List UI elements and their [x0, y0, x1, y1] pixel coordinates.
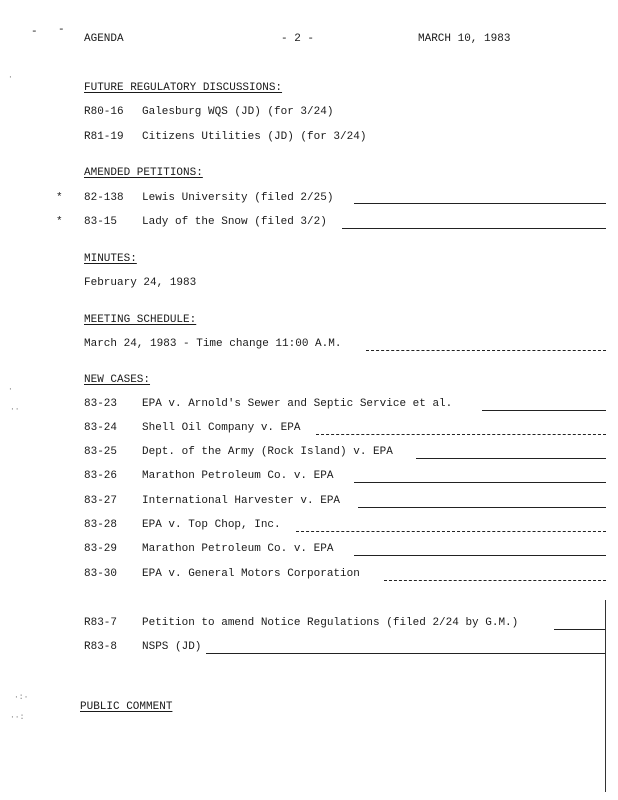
- fill-line: [354, 482, 606, 483]
- section-heading-minutes: MINUTES:: [84, 253, 137, 265]
- regulation-title: Petition to amend Notice Regulations (filed 2/24 by G.M.): [142, 617, 519, 629]
- fill-line: [366, 350, 606, 351]
- section-heading-new-cases: NEW CASES:: [84, 374, 151, 386]
- fill-line: [384, 580, 606, 581]
- case-number: 83-29: [84, 543, 118, 555]
- regulation-title: NSPS (JD): [142, 641, 202, 653]
- case-title: Shell Oil Company v. EPA: [142, 422, 301, 434]
- case-number: 83-25: [84, 446, 118, 458]
- fill-line: [296, 531, 606, 532]
- case-title: EPA v. General Motors Corporation: [142, 568, 360, 580]
- scan-speck: ··:: [10, 713, 25, 722]
- minutes-date: February 24, 1983: [84, 277, 197, 289]
- section-heading-amended-petitions: AMENDED PETITIONS:: [84, 167, 203, 179]
- section-heading-future-regulatory: FUTURE REGULATORY DISCUSSIONS:: [84, 82, 283, 94]
- scan-speck: ··: [10, 405, 20, 414]
- case-number: 83-30: [84, 568, 118, 580]
- fill-line: [358, 507, 606, 508]
- item-number: 83-15: [84, 216, 118, 228]
- case-number: 83-28: [84, 519, 118, 531]
- case-title: Marathon Petroleum Co. v. EPA: [142, 470, 334, 482]
- meeting-schedule-text: March 24, 1983 - Time change 11:00 A.M.: [84, 338, 342, 350]
- case-title: EPA v. Top Chop, Inc.: [142, 519, 281, 531]
- scan-speck: ·: [8, 73, 13, 82]
- case-number: 83-23: [84, 398, 118, 410]
- fill-line: [416, 458, 606, 459]
- item-number: R81-19: [84, 131, 124, 143]
- scan-speck: ·: [8, 385, 13, 394]
- section-heading-meeting-schedule: MEETING SCHEDULE:: [84, 314, 197, 326]
- margin-mark: -: [31, 26, 38, 38]
- case-number: 83-27: [84, 495, 118, 507]
- fill-line: [342, 228, 606, 229]
- fill-line: [482, 410, 606, 411]
- header-date: MARCH 10, 1983: [418, 33, 511, 45]
- item-text: Lewis University (filed 2/25): [142, 192, 334, 204]
- fill-line: [554, 629, 606, 630]
- item-text: Lady of the Snow (filed 3/2): [142, 216, 327, 228]
- case-title: EPA v. Arnold's Sewer and Septic Service et al.: [142, 398, 453, 410]
- item-number: 82-138: [84, 192, 124, 204]
- fill-line: [354, 203, 606, 204]
- case-title: Marathon Petroleum Co. v. EPA: [142, 543, 334, 555]
- item-text: Galesburg WQS (JD) (for 3/24): [142, 106, 334, 118]
- fill-line: [354, 555, 606, 556]
- case-title: International Harvester v. EPA: [142, 495, 341, 507]
- margin-rule: [605, 600, 606, 792]
- section-heading-public-comment: PUBLIC COMMENT: [80, 701, 173, 713]
- case-number: 83-26: [84, 470, 118, 482]
- item-number: R80-16: [84, 106, 124, 118]
- case-title: Dept. of the Army (Rock Island) v. EPA: [142, 446, 393, 458]
- item-text: Citizens Utilities (JD) (for 3/24): [142, 131, 367, 143]
- asterisk-mark: *: [56, 192, 63, 204]
- regulation-number: R83-8: [84, 641, 118, 653]
- scan-speck: ·:·: [14, 693, 29, 702]
- header-agenda: AGENDA: [84, 33, 124, 45]
- regulation-number: R83-7: [84, 617, 118, 629]
- fill-line: [316, 434, 606, 435]
- asterisk-mark: *: [56, 216, 63, 228]
- margin-mark: -: [58, 24, 65, 36]
- case-number: 83-24: [84, 422, 118, 434]
- header-page-number: - 2 -: [281, 33, 315, 45]
- fill-line: [206, 653, 606, 654]
